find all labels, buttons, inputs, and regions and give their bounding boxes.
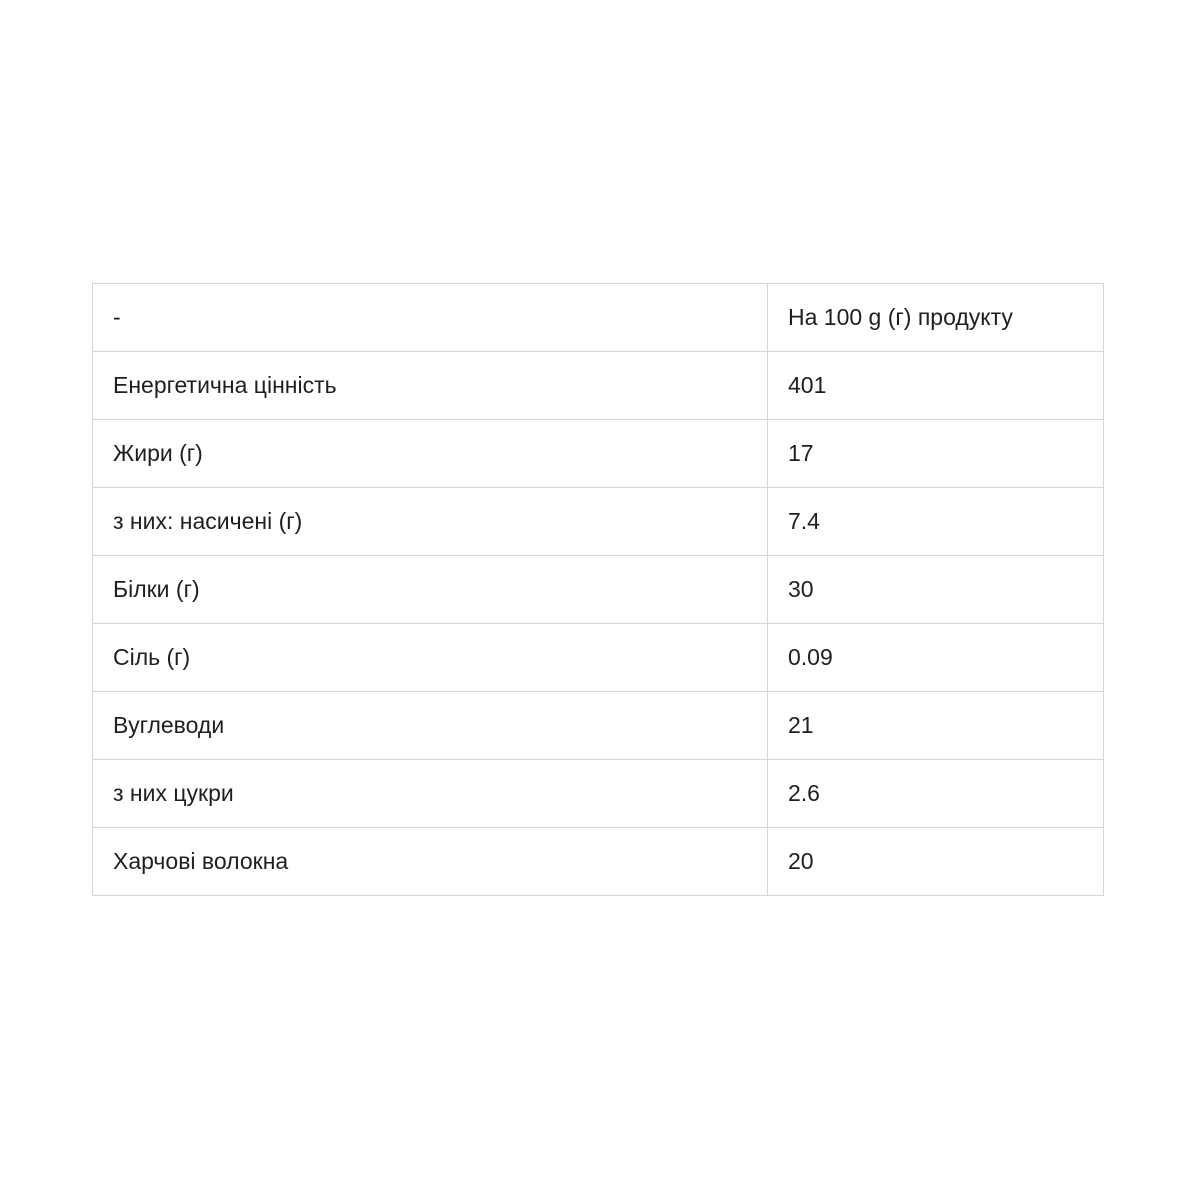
nutrition-table <box>92 283 1104 896</box>
row-value-saturated-fat: 7.4 <box>768 488 1104 556</box>
row-label-salt: Сіль (г) <box>93 624 768 692</box>
header-label-cell: - <box>93 284 768 352</box>
table-row <box>93 624 1104 692</box>
table-row <box>93 760 1104 828</box>
table-row <box>93 692 1104 760</box>
table-header-row <box>93 284 1104 352</box>
table-row <box>93 828 1104 896</box>
table-row <box>93 556 1104 624</box>
row-value-sugars: 2.6 <box>768 760 1104 828</box>
row-value-fiber: 20 <box>768 828 1104 896</box>
row-label-sugars: з них цукри <box>93 760 768 828</box>
row-value-salt: 0.09 <box>768 624 1104 692</box>
row-label-energy: Енергетична цінність <box>93 352 768 420</box>
table-row <box>93 420 1104 488</box>
table-row <box>93 488 1104 556</box>
header-value-cell: На 100 g (г) продукту <box>768 284 1104 352</box>
row-label-protein: Білки (г) <box>93 556 768 624</box>
row-label-fat: Жири (г) <box>93 420 768 488</box>
row-value-carbohydrates: 21 <box>768 692 1104 760</box>
row-label-saturated-fat: з них: насичені (г) <box>93 488 768 556</box>
row-value-protein: 30 <box>768 556 1104 624</box>
table-row <box>93 352 1104 420</box>
row-value-energy: 401 <box>768 352 1104 420</box>
row-value-fat: 17 <box>768 420 1104 488</box>
row-label-carbohydrates: Вуглеводи <box>93 692 768 760</box>
nutrition-table-body <box>93 284 1104 896</box>
row-label-fiber: Харчові волокна <box>93 828 768 896</box>
